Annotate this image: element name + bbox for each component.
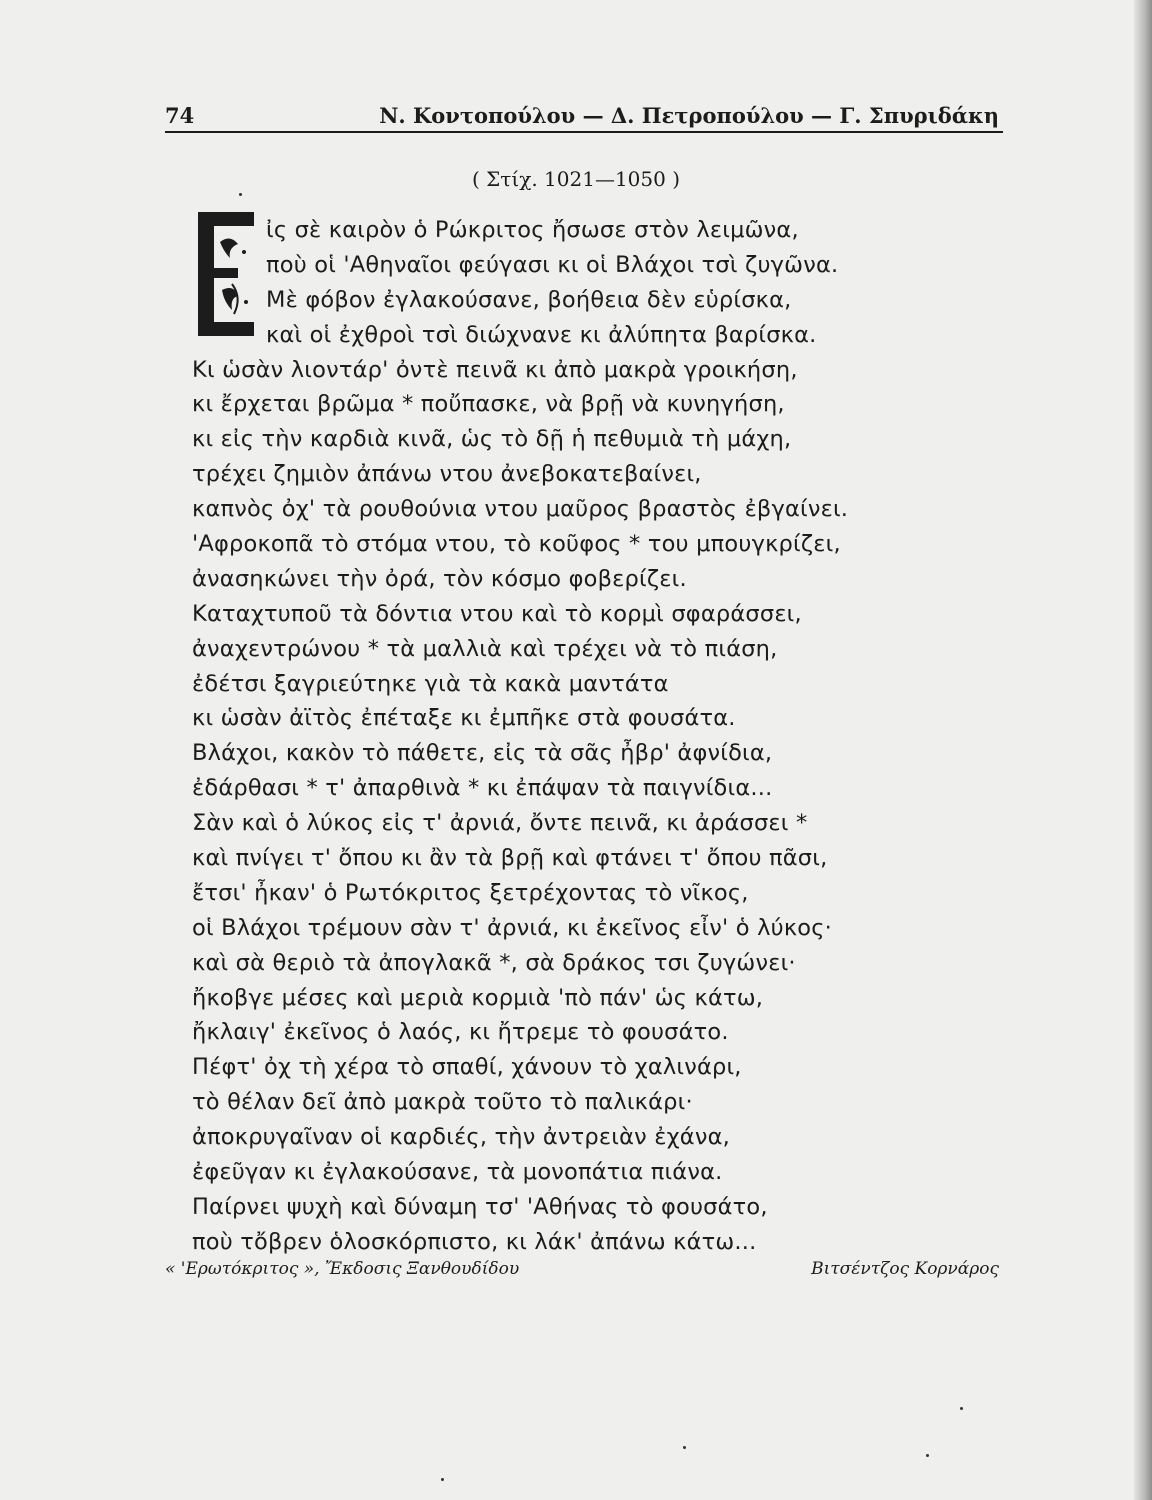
speck	[926, 1454, 929, 1457]
verse-line: καὶ πνίγει τ' ὄπου κι ἂν τὰ βρῇ καὶ φτάνει τ' ὄπου πᾶσι,	[192, 845, 828, 872]
author-name: Βιτσέντζος Κορνάρος	[811, 1259, 999, 1279]
source-citation: « 'Ερωτόκριτος », Ἔκδοσις Ξανθουδίδου	[165, 1259, 520, 1279]
verse-line: ποὺ τὄβρεν ὁλοσκόρπιστο, κι λάκ' ἀπάνω κάτω...	[192, 1228, 757, 1255]
verse-line: τὸ θέλαν δεῖ ἀπὸ μακρὰ τοῦτο τὸ παλικάρι·	[192, 1089, 693, 1116]
verse-line: Παίρνει ψυχὴ καὶ δύναμη τσ' 'Αθήνας τὸ φουσάτο,	[192, 1193, 768, 1220]
verse-range: ( Στίχ. 1021—1050 )	[472, 167, 680, 191]
header-rule	[165, 131, 1003, 133]
verse-line: καπνὸς ὀχ' τὰ ρουθούνια ντου μαῦρος βραστὸς ἐβγαίνει.	[192, 496, 849, 523]
page-edge-shadow	[1134, 0, 1152, 1500]
speck	[683, 1446, 686, 1449]
page-number: 74	[165, 103, 195, 128]
verse-line: ἐφεῦγαν κι ἐγλακούσανε, τὰ μονοπάτια πιάνα.	[192, 1159, 723, 1186]
verse-line: Κι ὡσὰν λιοντάρ' ὀντὲ πεινᾶ κι ἀπὸ μακρὰ γροικήση,	[192, 356, 798, 383]
verse-line: ἰς σὲ καιρὸν ὁ Ρώκριτος ἤσωσε στὸν λειμῶνα,	[266, 217, 799, 243]
verse-line: ἀναχεντρώνου * τὰ μαλλιὰ καὶ τρέχει νὰ τὸ πιάση,	[192, 635, 778, 662]
running-title: Ν. Κοντοπούλου — Δ. Πετροπούλου — Γ. Σπυριδάκη	[379, 103, 999, 128]
verse-line: καὶ οἱ ἐχθροὶ τσὶ διώχνανε κι ἀλύπητα βαρίσκα.	[266, 321, 817, 348]
verse-line: ἤκλαιγ' ἐκεῖνος ὁ λαός, κι ἤτρεμε τὸ φουσάτο.	[192, 1019, 729, 1046]
speck	[239, 193, 242, 196]
verse-line: Καταχτυποῦ τὰ δόντια ντου καὶ τὸ κορμὶ σφαράσσει,	[192, 600, 802, 627]
verse-line: Σὰν καὶ ὁ λύκος εἰς τ' ἀρνιά, ὄντε πεινᾶ, κι ἀράσσει *	[192, 810, 808, 837]
verse-line: κι εἰς τὴν καρδιὰ κινᾶ, ὡς τὸ δῇ ἡ πεθυμιὰ τὴ μάχη,	[192, 426, 792, 453]
speck	[960, 1407, 963, 1410]
verse-line: ἔτσι' ἦκαν' ὁ Ρωτόκριτος ξετρέχοντας τὸ νῖκος,	[192, 879, 749, 906]
verse-line: ἀνασηκώνει τὴν ὀρά, τὸν κόσμο φοβερίζει.	[192, 565, 687, 592]
verse-line: Μὲ φόβον ἐγλακούσανε, βοήθεια δὲν εὑρίσκα,	[266, 286, 792, 313]
speck	[441, 1478, 444, 1481]
verse-line: κι ἔρχεται βρῶμα * ποὔπασκε, νὰ βρῇ νὰ κυνηγήση,	[192, 391, 785, 418]
verse-line: ἀποκρυγαῖναν οἱ καρδιές, τὴν ἀντρειὰν ἐχάνα,	[192, 1124, 730, 1151]
poem-verse	[192, 213, 848, 1260]
verse-line: 'Αφροκοπᾶ τὸ στόμα ντου, τὸ κοῦφος * του μπουγκρίζει,	[192, 531, 841, 558]
verse-line: Βλάχοι, κακὸν τὸ πάθετε, εἰς τὰ σᾶς ἦβρ' ἀφνίδια,	[192, 740, 773, 767]
verse-line: ἐδέτσι ξαγριεύτηκε γιὰ τὰ κακὰ μαντάτα	[192, 670, 669, 697]
verse-line: ἐδάρθασι * τ' ἀπαρθινὰ * κι ἐπάψαν τὰ παιγνίδια...	[192, 775, 773, 802]
verse-line: οἱ Βλάχοι τρέμουν σὰν τ' ἀρνιά, κι ἐκεῖνος εἶν' ὁ λύκος·	[192, 914, 833, 941]
verse-line: ποὺ οἱ 'Αθηναῖοι φεύγασι κι οἱ Βλάχοι τσὶ ζυγῶνα.	[266, 251, 839, 278]
verse-line: ἤκοβγε μέσες καὶ μεριὰ κορμιὰ 'πὸ πάν' ὡς κάτω,	[192, 984, 764, 1011]
verse-line: κι ὡσὰν ἀϊτὸς ἐπέταξε κι ἐμπῆκε στὰ φουσάτα.	[192, 705, 736, 732]
source-footer	[165, 1259, 1003, 1289]
verse-line: Πέφτ' ὀχ τὴ χέρα τὸ σπαθί, χάνουν τὸ χαλινάρι,	[192, 1054, 742, 1081]
verse-line: τρέχει ζημιὸν ἀπάνω ντου ἀνεβοκατεβαίνει,	[192, 461, 702, 488]
verse-line: καὶ σὰ θεριὸ τὰ ἀπογλακᾶ *, σὰ δράκος τσι ζυγώνει·	[192, 949, 796, 976]
